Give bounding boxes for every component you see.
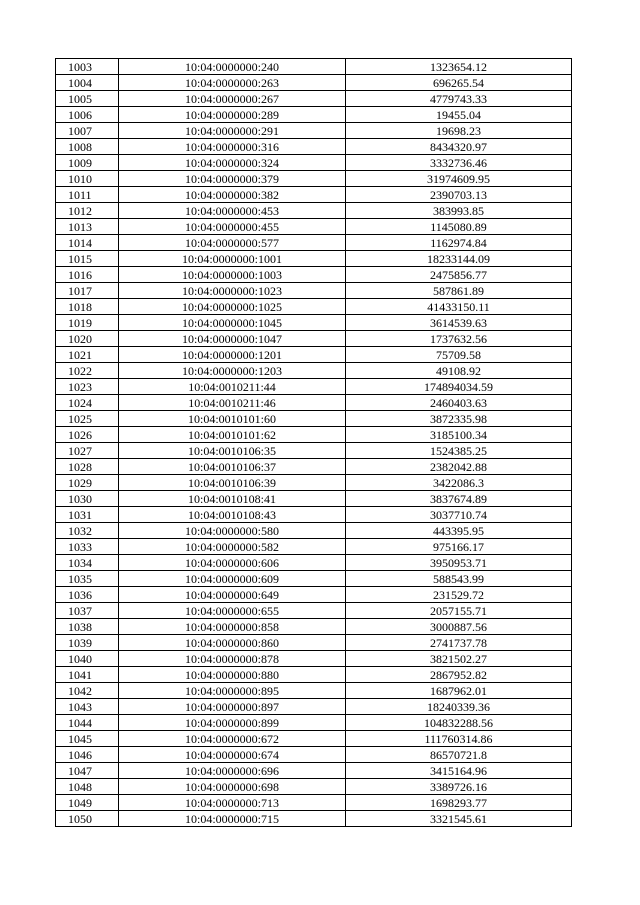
- table-row: [56, 75, 572, 91]
- row-id-cell: 1042: [56, 683, 119, 699]
- table-row: [56, 651, 572, 667]
- row-id-cell: 1005: [56, 91, 119, 107]
- cadastral-number-cell: 10:04:0000000:878: [119, 651, 346, 667]
- value-cell: 2475856.77: [346, 267, 572, 283]
- cadastral-number-cell: 10:04:0000000:1201: [119, 347, 346, 363]
- cadastral-number-cell: 10:04:0010101:62: [119, 427, 346, 443]
- row-id-cell: 1036: [56, 587, 119, 603]
- value-cell: 8434320.97: [346, 139, 572, 155]
- table-row: [56, 763, 572, 779]
- cadastral-number-cell: 10:04:0010106:39: [119, 475, 346, 491]
- table-row: [56, 395, 572, 411]
- cadastral-number-cell: 10:04:0000000:897: [119, 699, 346, 715]
- table-row: [56, 251, 572, 267]
- table-row: [56, 523, 572, 539]
- cadastral-number-cell: 10:04:0000000:379: [119, 171, 346, 187]
- cadastral-number-cell: 10:04:0000000:895: [119, 683, 346, 699]
- cadastral-number-cell: 10:04:0000000:263: [119, 75, 346, 91]
- row-id-cell: 1032: [56, 523, 119, 539]
- table-row: [56, 635, 572, 651]
- value-cell: 86570721.8: [346, 747, 572, 763]
- value-cell: 41433150.11: [346, 299, 572, 315]
- value-cell: 231529.72: [346, 587, 572, 603]
- value-cell: 49108.92: [346, 363, 572, 379]
- table-row: [56, 811, 572, 827]
- table-row: [56, 667, 572, 683]
- cadastral-number-cell: 10:04:0010211:46: [119, 395, 346, 411]
- row-id-cell: 1013: [56, 219, 119, 235]
- table-row: [56, 683, 572, 699]
- row-id-cell: 1031: [56, 507, 119, 523]
- table-row: [56, 203, 572, 219]
- cadastral-number-cell: 10:04:0000000:1023: [119, 283, 346, 299]
- table-row: [56, 603, 572, 619]
- value-cell: 2390703.13: [346, 187, 572, 203]
- value-cell: 383993.85: [346, 203, 572, 219]
- cadastral-number-cell: 10:04:0010106:37: [119, 459, 346, 475]
- value-cell: 3837674.89: [346, 491, 572, 507]
- value-cell: 75709.58: [346, 347, 572, 363]
- table-row: [56, 427, 572, 443]
- row-id-cell: 1006: [56, 107, 119, 123]
- value-cell: 975166.17: [346, 539, 572, 555]
- value-cell: 19698.23: [346, 123, 572, 139]
- table-row: [56, 539, 572, 555]
- row-id-cell: 1016: [56, 267, 119, 283]
- value-cell: 3389726.16: [346, 779, 572, 795]
- value-cell: 588543.99: [346, 571, 572, 587]
- cadastral-number-cell: 10:04:0000000:672: [119, 731, 346, 747]
- table-row: [56, 731, 572, 747]
- table-row: [56, 315, 572, 331]
- cadastral-number-cell: 10:04:0000000:696: [119, 763, 346, 779]
- value-cell: 104832288.56: [346, 715, 572, 731]
- data-table: [55, 58, 572, 827]
- row-id-cell: 1021: [56, 347, 119, 363]
- row-id-cell: 1004: [56, 75, 119, 91]
- value-cell: 1145080.89: [346, 219, 572, 235]
- value-cell: 1524385.25: [346, 443, 572, 459]
- value-cell: 3000887.56: [346, 619, 572, 635]
- row-id-cell: 1047: [56, 763, 119, 779]
- cadastral-number-cell: 10:04:0000000:1003: [119, 267, 346, 283]
- table-row: [56, 379, 572, 395]
- cadastral-number-cell: 10:04:0000000:455: [119, 219, 346, 235]
- row-id-cell: 1012: [56, 203, 119, 219]
- value-cell: 3332736.46: [346, 155, 572, 171]
- value-cell: 1323654.12: [346, 59, 572, 75]
- table-row: [56, 267, 572, 283]
- table-row: [56, 587, 572, 603]
- row-id-cell: 1043: [56, 699, 119, 715]
- table-row: [56, 235, 572, 251]
- table-row: [56, 571, 572, 587]
- table-row: [56, 715, 572, 731]
- row-id-cell: 1045: [56, 731, 119, 747]
- value-cell: 3037710.74: [346, 507, 572, 523]
- cadastral-number-cell: 10:04:0000000:880: [119, 667, 346, 683]
- row-id-cell: 1014: [56, 235, 119, 251]
- cadastral-number-cell: 10:04:0000000:713: [119, 795, 346, 811]
- row-id-cell: 1007: [56, 123, 119, 139]
- value-cell: 2460403.63: [346, 395, 572, 411]
- row-id-cell: 1029: [56, 475, 119, 491]
- cadastral-number-cell: 10:04:0000000:899: [119, 715, 346, 731]
- table-row: [56, 107, 572, 123]
- table-row: [56, 363, 572, 379]
- value-cell: 3422086.3: [346, 475, 572, 491]
- cadastral-number-cell: 10:04:0000000:580: [119, 523, 346, 539]
- table-row: [56, 331, 572, 347]
- row-id-cell: 1010: [56, 171, 119, 187]
- row-id-cell: 1030: [56, 491, 119, 507]
- cadastral-number-cell: 10:04:0010108:43: [119, 507, 346, 523]
- table-row: [56, 155, 572, 171]
- value-cell: 3950953.71: [346, 555, 572, 571]
- row-id-cell: 1025: [56, 411, 119, 427]
- table-row: [56, 795, 572, 811]
- row-id-cell: 1039: [56, 635, 119, 651]
- table-body: [56, 59, 572, 827]
- cadastral-number-cell: 10:04:0000000:649: [119, 587, 346, 603]
- value-cell: 3872335.98: [346, 411, 572, 427]
- table-row: [56, 779, 572, 795]
- table-row: [56, 91, 572, 107]
- cadastral-number-cell: 10:04:0000000:1203: [119, 363, 346, 379]
- row-id-cell: 1037: [56, 603, 119, 619]
- cadastral-number-cell: 10:04:0000000:1001: [119, 251, 346, 267]
- table-row: [56, 491, 572, 507]
- cadastral-number-cell: 10:04:0000000:1045: [119, 315, 346, 331]
- cadastral-number-cell: 10:04:0000000:582: [119, 539, 346, 555]
- cadastral-number-cell: 10:04:0000000:860: [119, 635, 346, 651]
- cadastral-number-cell: 10:04:0000000:382: [119, 187, 346, 203]
- row-id-cell: 1027: [56, 443, 119, 459]
- value-cell: 18240339.36: [346, 699, 572, 715]
- value-cell: 587861.89: [346, 283, 572, 299]
- cadastral-number-cell: 10:04:0000000:577: [119, 235, 346, 251]
- cadastral-number-cell: 10:04:0000000:267: [119, 91, 346, 107]
- table-row: [56, 283, 572, 299]
- row-id-cell: 1049: [56, 795, 119, 811]
- table-row: [56, 747, 572, 763]
- row-id-cell: 1003: [56, 59, 119, 75]
- table-row: [56, 443, 572, 459]
- cadastral-number-cell: 10:04:0000000:453: [119, 203, 346, 219]
- value-cell: 1698293.77: [346, 795, 572, 811]
- cadastral-number-cell: 10:04:0000000:715: [119, 811, 346, 827]
- table-row: [56, 475, 572, 491]
- cadastral-number-cell: 10:04:0000000:655: [119, 603, 346, 619]
- table-row: [56, 507, 572, 523]
- value-cell: 3321545.61: [346, 811, 572, 827]
- value-cell: 111760314.86: [346, 731, 572, 747]
- table-row: [56, 619, 572, 635]
- cadastral-number-cell: 10:04:0010106:35: [119, 443, 346, 459]
- value-cell: 443395.95: [346, 523, 572, 539]
- cadastral-number-cell: 10:04:0000000:1025: [119, 299, 346, 315]
- row-id-cell: 1023: [56, 379, 119, 395]
- table-row: [56, 459, 572, 475]
- row-id-cell: 1015: [56, 251, 119, 267]
- row-id-cell: 1020: [56, 331, 119, 347]
- value-cell: 1162974.84: [346, 235, 572, 251]
- table-row: [56, 699, 572, 715]
- row-id-cell: 1019: [56, 315, 119, 331]
- value-cell: 1737632.56: [346, 331, 572, 347]
- cadastral-number-cell: 10:04:0000000:1047: [119, 331, 346, 347]
- table-row: [56, 219, 572, 235]
- row-id-cell: 1041: [56, 667, 119, 683]
- row-id-cell: 1017: [56, 283, 119, 299]
- value-cell: 3614539.63: [346, 315, 572, 331]
- row-id-cell: 1034: [56, 555, 119, 571]
- row-id-cell: 1033: [56, 539, 119, 555]
- row-id-cell: 1011: [56, 187, 119, 203]
- row-id-cell: 1022: [56, 363, 119, 379]
- value-cell: 19455.04: [346, 107, 572, 123]
- cadastral-number-cell: 10:04:0010108:41: [119, 491, 346, 507]
- table-row: [56, 171, 572, 187]
- value-cell: 31974609.95: [346, 171, 572, 187]
- row-id-cell: 1008: [56, 139, 119, 155]
- row-id-cell: 1050: [56, 811, 119, 827]
- cadastral-number-cell: 10:04:0000000:289: [119, 107, 346, 123]
- table-row: [56, 123, 572, 139]
- table-row: [56, 187, 572, 203]
- row-id-cell: 1028: [56, 459, 119, 475]
- cadastral-number-cell: 10:04:0000000:858: [119, 619, 346, 635]
- row-id-cell: 1026: [56, 427, 119, 443]
- table-row: [56, 59, 572, 75]
- value-cell: 3821502.27: [346, 651, 572, 667]
- value-cell: 2057155.71: [346, 603, 572, 619]
- value-cell: 4779743.33: [346, 91, 572, 107]
- cadastral-number-cell: 10:04:0010211:44: [119, 379, 346, 395]
- cadastral-number-cell: 10:04:0010101:60: [119, 411, 346, 427]
- table-row: [56, 139, 572, 155]
- table-row: [56, 411, 572, 427]
- value-cell: 18233144.09: [346, 251, 572, 267]
- cadastral-number-cell: 10:04:0000000:316: [119, 139, 346, 155]
- table-row: [56, 555, 572, 571]
- cadastral-number-cell: 10:04:0000000:606: [119, 555, 346, 571]
- row-id-cell: 1018: [56, 299, 119, 315]
- value-cell: 2741737.78: [346, 635, 572, 651]
- value-cell: 3415164.96: [346, 763, 572, 779]
- cadastral-number-cell: 10:04:0000000:324: [119, 155, 346, 171]
- value-cell: 174894034.59: [346, 379, 572, 395]
- value-cell: 3185100.34: [346, 427, 572, 443]
- row-id-cell: 1038: [56, 619, 119, 635]
- table-row: [56, 299, 572, 315]
- cadastral-number-cell: 10:04:0000000:609: [119, 571, 346, 587]
- table-row: [56, 347, 572, 363]
- row-id-cell: 1046: [56, 747, 119, 763]
- row-id-cell: 1040: [56, 651, 119, 667]
- value-cell: 696265.54: [346, 75, 572, 91]
- row-id-cell: 1009: [56, 155, 119, 171]
- row-id-cell: 1048: [56, 779, 119, 795]
- row-id-cell: 1035: [56, 571, 119, 587]
- value-cell: 1687962.01: [346, 683, 572, 699]
- cadastral-number-cell: 10:04:0000000:240: [119, 59, 346, 75]
- value-cell: 2867952.82: [346, 667, 572, 683]
- cadastral-number-cell: 10:04:0000000:291: [119, 123, 346, 139]
- value-cell: 2382042.88: [346, 459, 572, 475]
- cadastral-number-cell: 10:04:0000000:674: [119, 747, 346, 763]
- row-id-cell: 1044: [56, 715, 119, 731]
- row-id-cell: 1024: [56, 395, 119, 411]
- cadastral-number-cell: 10:04:0000000:698: [119, 779, 346, 795]
